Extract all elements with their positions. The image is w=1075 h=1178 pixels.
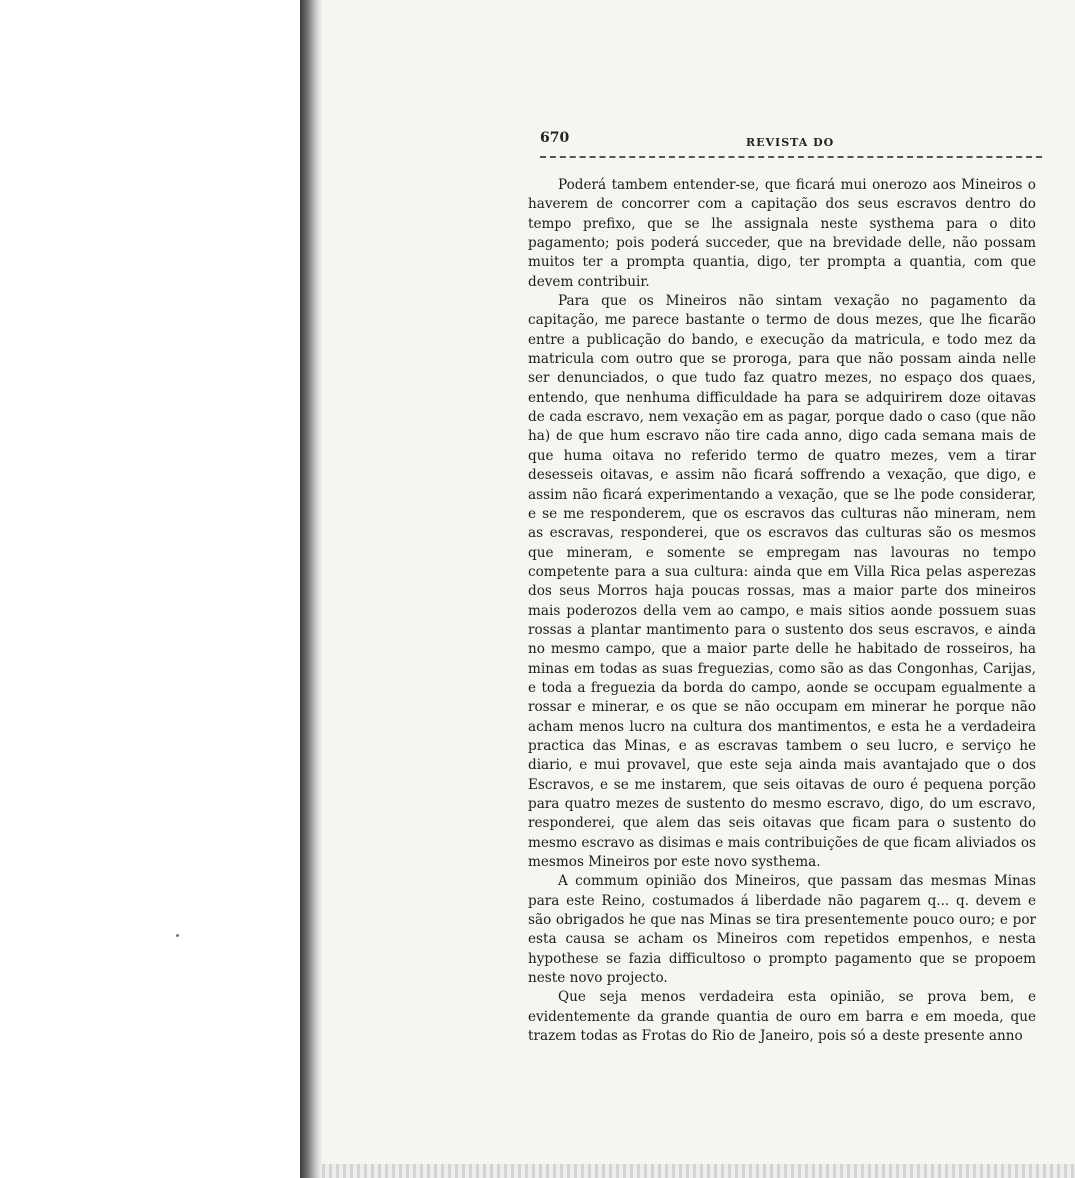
page-number: 670 — [540, 130, 570, 146]
running-head: REVISTA DO — [746, 136, 835, 149]
paragraph-2: Para que os Mineiros não sintam vexação no pagamento da capitação, me parece bastante o termo de dous mezes, que lhe ficarão entre a publicação do bando, e execução da matricula, e todo mez da matricula com outro que se proroga, para que não possam ainda nelle ser denunciados, o que tudo faz quatro mezes, no espaço dos quaes, entendo, que nenhuma difficuldade ha para se adquirirem doze oitavas de cada escravo, nem vexação em as pagar, porque dado o caso (que não ha) de que hum escravo não tire cada anno, digo cada semana mais de que huma oitava no referido termo de quatro mezes, vem a tirar desesseis oitavas, e assim não ficará soffrendo a vexação, que digo, e assim não ficará experimentando a vexação, que se lhe pode considerar, e se me responderem, que os escravos das culturas não mineram, nem as escravas, responderei, que os escravos das culturas são os mesmos que mineram, e somente se empregam nas lavouras no tempo competente para a sua cultura: ainda que em Villa Rica pelas asperezas dos seus Morros haja poucas rossas, mas a maior parte dos mineiros mais poderozos della vem ao campo, e mais sitios aonde possuem suas rossas a plantar mantimento para o sustento dos seus escravos, e ainda no mesmo campo, que a maior parte delle he habitado de rosseiros, ha minas em todas as suas freguezias, como são as das Congonhas, Carijas, e toda a freguezia da borda do campo, aonde se occupam egualmente a rossar e minerar, e os que se não occupam em minerar he porque não acham menos lucro na cultura dos mantimentos, e esta he a verdadeira practica das Minas, e as escravas tambem o seu lucro, e serviço he diario, e mui provavel, que este seja ainda mais avantajado que o dos Escravos, e se me instarem, que seis oitavas de ouro é pequena porção para quatro mezes de sustento do mesmo escravo, digo, do um escravo, responderei, que alem das seis oitavas que ficam para o sustento do mesmo escravo as disimas e mais contribuições de que ficam aliviados os mesmos Mineiros por este novo systhema. — [528, 293, 1036, 871]
ink-speck — [176, 934, 179, 937]
book-gutter-shadow — [300, 0, 322, 1178]
page-header — [540, 128, 1042, 158]
paragraph-4: Que seja menos verdadeira esta opinião, se prova bem, e evidentemente da grande quantia de ouro em barra e em moeda, que trazem todas as Frotas do Rio de Janeiro, pois só a deste presente anno — [528, 989, 1036, 1045]
paragraph-1: Poderá tambem entender-se, que ficará mui onerozo aos Mineiros o haverem de concorrer com a capitação dos seus escravos dentro do tempo prefixo, que se lhe assignala neste systhema para o dito pagamento; pois poderá succeder, que na brevidade delle, não possam muitos ter a prompta quantia, digo, ter prompta a quantia, com que devem contribuir. — [528, 177, 1036, 290]
body-text — [528, 176, 1036, 1046]
page-bottom-edge — [322, 1164, 1075, 1178]
paragraph-3: A commum opinião dos Mineiros, que passam das mesmas Minas para este Reino, costumados á liberdade não pagarem q... q. devem e são obrigados he que nas Minas se tira presentemente pouco ouro; e por esta causa se acham os Mineiros com repetidos empenhos, e nesta hypothese se fazia difficultoso o prompto pagamento que se propoem neste novo projecto. — [528, 873, 1036, 987]
left-blank-page — [0, 0, 300, 1178]
